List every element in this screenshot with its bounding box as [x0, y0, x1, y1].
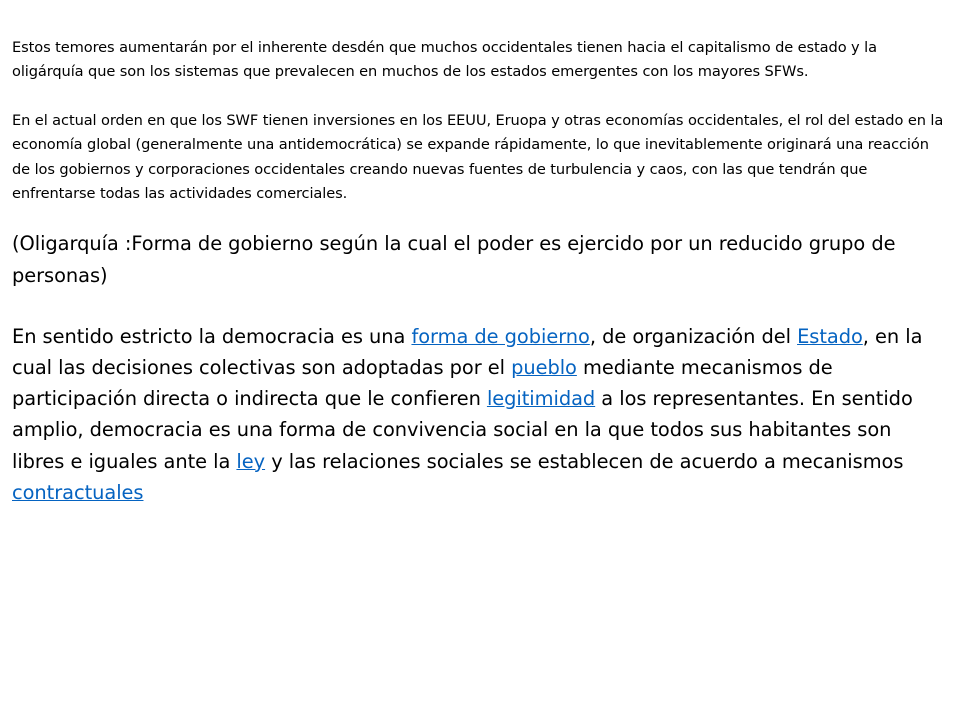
- link-forma-de-gobierno[interactable]: forma de gobierno: [411, 324, 590, 348]
- paragraph-fears: Estos temores aumentarán por el inherente desdén que muchos occidentales tienen hacia el capitalismo de estado y la oligárquía que son los sistemas que prevalecen en muchos de los estados emergentes con los mayores SFWs.: [12, 39, 877, 81]
- link-legitimidad[interactable]: legitimidad: [486, 387, 596, 411]
- slide-content: [12, 36, 948, 508]
- link-pueblo[interactable]: pueblo: [511, 356, 577, 380]
- link-contractuales[interactable]: contractuales: [12, 480, 144, 504]
- link-ley[interactable]: ley: [236, 449, 266, 473]
- paragraph-swf-order: En el actual orden en que los SWF tienen inversiones en los EEUU, Eruopa y otras economías occidentales, el rol del estado en la economía global (generalmente una antidemocrática) se expande rápidamente, lo que inevitablemente originará una reacción de los gobiernos y corporaciones occidentales creando nuevas fuentes de turbulencia y caos, con las que tendrán que enfrentarse todas las actividades comerciales.: [12, 111, 944, 203]
- democracy-text-6: y las relaciones sociales se establecen de acuerdo a mecanismos: [265, 449, 904, 473]
- democracy-text-4: mediante mecanismos de participación directa o indirecta que le confieren: [12, 356, 833, 411]
- democracy-text-3: , en la cual las decisiones colectivas son adoptadas por el: [12, 324, 923, 380]
- paragraph-oligarchy-definition: (Oligarquía :Forma de gobierno según la cual el poder es ejercido por un reducido grupo de personas): [12, 232, 896, 287]
- democracy-text-1: En sentido estricto la democracia es una: [12, 324, 412, 348]
- democracy-text-2: , de organización del: [589, 324, 798, 348]
- paragraph-democracy-definition: [12, 321, 948, 508]
- link-estado[interactable]: Estado: [797, 324, 863, 348]
- democracy-text-5: a los representantes. En sentido amplio, democracia es una forma de convivencia social en la que todos sus habitantes son libres e iguales ante la: [12, 387, 913, 473]
